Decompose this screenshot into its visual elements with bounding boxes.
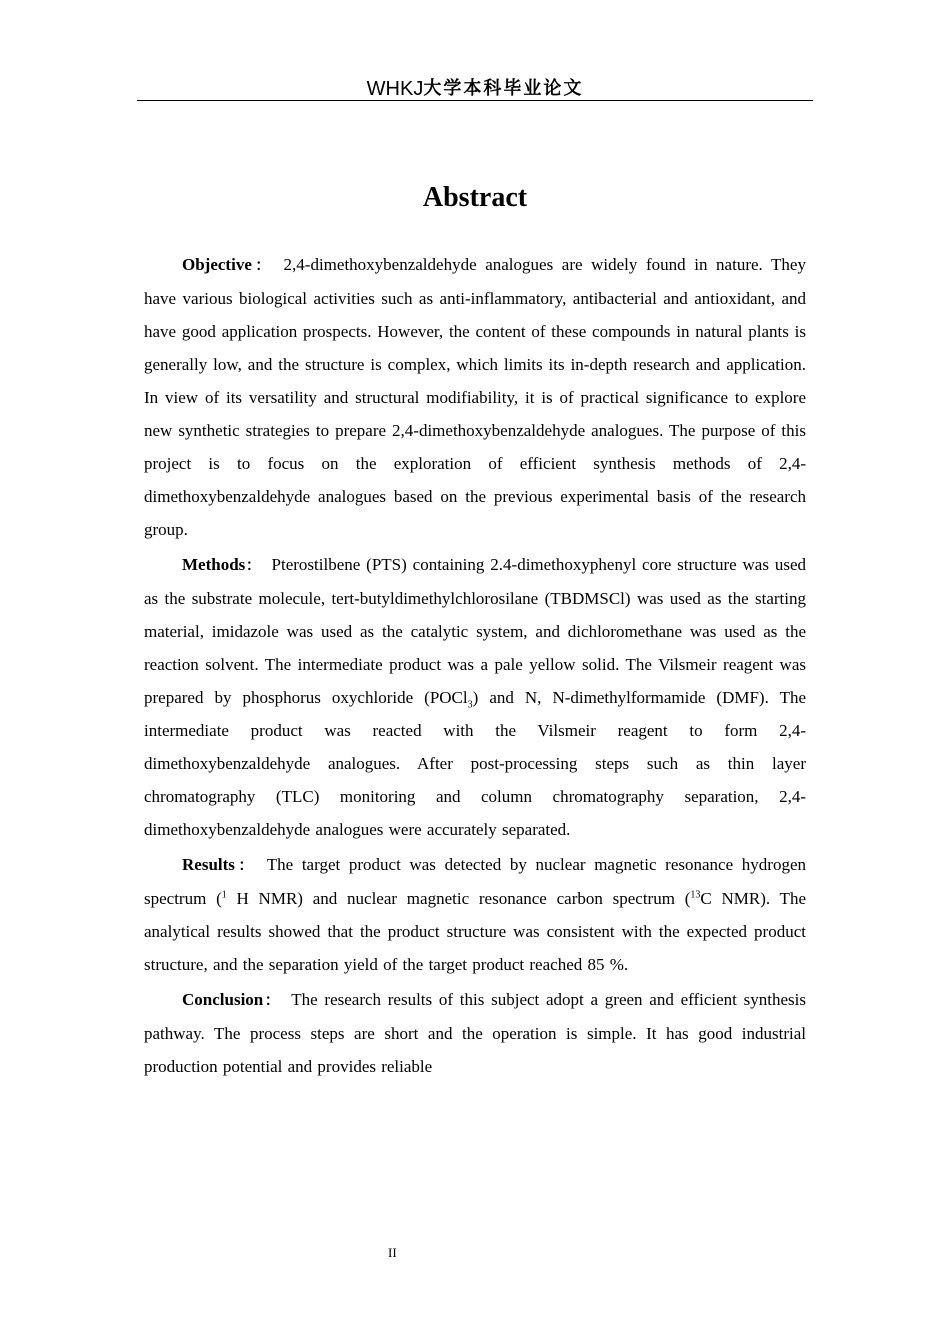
- conclusion-label: Conclusion: [182, 990, 264, 1009]
- conclusion-text: The research results of this subject adopt a green and efficient synthesis pathway. The process steps are short and the operation is simple. It has good industrial production potential and provides reliable: [144, 990, 806, 1076]
- abstract-title: Abstract: [422, 182, 528, 213]
- methods-text-part-1: Pterostilbene (PTS) containing 2.4-dimethoxyphenyl core structure was used as the substrate molecule, tert-butyldimethylchlorosilane (TBDMSCl) was used as the starting material, imidazole was used as the catalytic system, and dichloromethane was used as the reaction solvent. The intermediate product was a pale yellow solid. The Vilsmeir reagent was prepared by phosphorus oxychloride (POCl: [144, 555, 806, 707]
- objective-colon: ：: [251, 256, 274, 274]
- conclusion-colon: ：: [263, 991, 282, 1009]
- methods-paragraph: [144, 548, 806, 846]
- running-header: [137, 72, 813, 101]
- methods-text-part-2: ) and N, N-dimethylformamide (DMF). The intermediate product was reacted with the Vilsmeir reagent to form 2,4-dimethoxybenzaldehyde analogues. After post-processing steps such as thin layer chromatography (TLC) monitoring and column chromatography separation, 2,4-dimethoxybenzaldehyde analogues were accurately separated.: [144, 688, 806, 839]
- results-superscript-1: 1: [221, 889, 227, 901]
- objective-paragraph: [144, 248, 806, 546]
- methods-subscript: 3: [467, 699, 473, 711]
- results-text-part-3: C NMR). The analytical results showed that the product structure was consistent with the expected product structure, and the separation yield of the target product reached 85 %.: [144, 889, 806, 974]
- objective-label: Objective: [182, 255, 252, 274]
- objective-text: 2,4-dimethoxybenzaldehyde analogues are widely found in nature. They have various biological activities such as anti-inflammatory, antibacterial and antioxidant, and have good application prospects. However, the content of these compounds in natural plants is generally low, and the structure is complex, which limits its in-depth research and application. In view of its versatility and structural modifiability, it is of practical significance to explore new synthetic strategies to prepare 2,4-dimethoxybenzaldehyde analogues. The purpose of this project is to focus on the exploration of efficient synthesis methods of 2,4-dimethoxybenzaldehyde analogues based on the previous experimental basis of the research group.: [144, 255, 806, 539]
- results-text-part-2: H NMR) and nuclear magnetic resonance carbon spectrum (: [226, 889, 691, 908]
- results-paragraph: [144, 848, 806, 981]
- header-university-code: WHKJ: [366, 78, 424, 100]
- abstract-body: [144, 248, 806, 1083]
- results-label: Results: [182, 855, 235, 874]
- header-thesis-label: 大学本科毕业论文: [423, 78, 584, 99]
- results-superscript-13: 13: [690, 889, 701, 901]
- results-text-part-1: The target product was detected by nuclear magnetic resonance hydrogen spectrum (: [144, 855, 806, 908]
- results-colon: ：: [234, 856, 257, 874]
- page-number: II: [388, 1245, 397, 1260]
- methods-label: Methods: [182, 555, 246, 574]
- conclusion-paragraph: [144, 983, 806, 1083]
- methods-colon: ：: [245, 556, 262, 574]
